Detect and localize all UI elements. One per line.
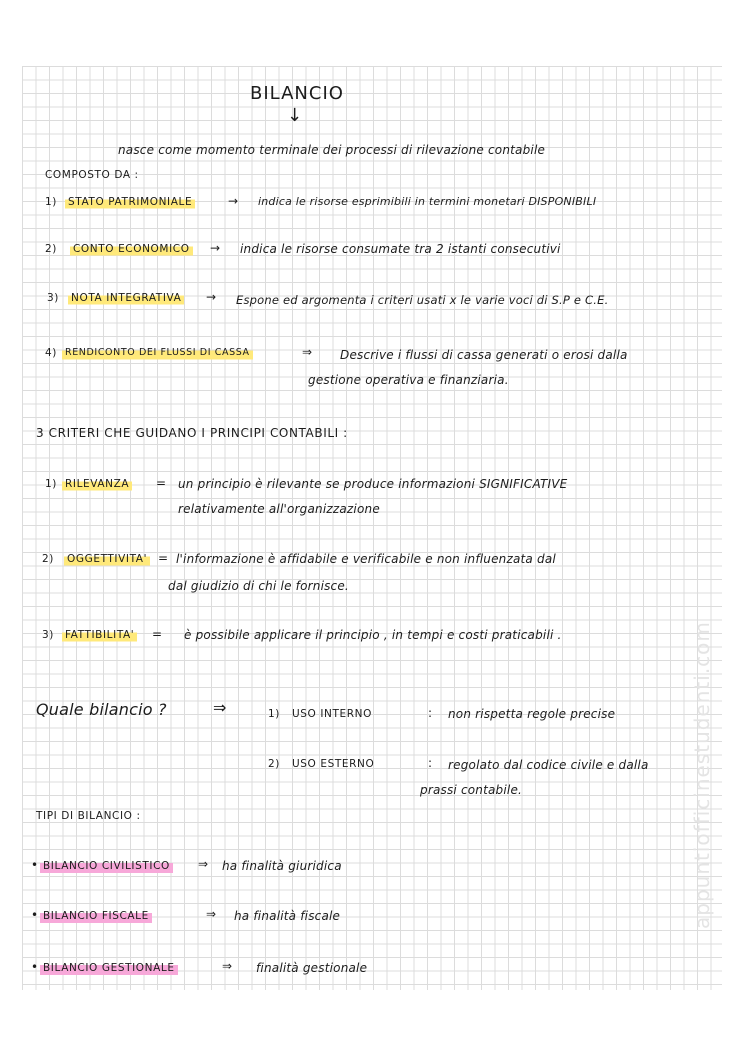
arrow-icon: → bbox=[228, 194, 239, 208]
criterion-desc: è possibile applicare il principio , in tempi e costi praticabili . bbox=[184, 628, 562, 642]
title-arrow: ↓ bbox=[287, 105, 303, 126]
use-num: 1) bbox=[268, 708, 280, 720]
bullet-icon: • bbox=[31, 960, 39, 974]
criterion-name: FATTIBILITA' bbox=[62, 627, 137, 643]
type-desc: ha finalità giuridica bbox=[222, 859, 342, 873]
criterion-desc: un principio è rilevante se produce informazioni SIGNIFICATIVE bbox=[178, 477, 568, 491]
use-desc: non rispetta regole precise bbox=[448, 707, 616, 721]
bullet-icon: • bbox=[31, 858, 39, 872]
criterion-name: OGGETTIVITA' bbox=[64, 551, 150, 567]
use-separator: : bbox=[428, 756, 433, 770]
double-arrow-icon: ⇒ bbox=[213, 698, 227, 717]
component-num: 3) bbox=[47, 292, 59, 304]
type-desc: ha finalità fiscale bbox=[234, 909, 341, 923]
component-desc: indica le risorse esprimibili in termini monetari DISPONIBILI bbox=[258, 195, 597, 208]
component-name: STATO PATRIMONIALE bbox=[65, 194, 195, 210]
criterion-desc: l'informazione è affidabile e verificabile e non influenzata dal bbox=[176, 552, 556, 566]
use-separator: : bbox=[428, 706, 433, 720]
which-question: Quale bilancio ? bbox=[36, 700, 167, 719]
use-desc: regolato dal codice civile e dalla bbox=[448, 758, 649, 772]
criterion-desc-cont: relativamente all'organizzazione bbox=[178, 502, 380, 516]
arrow-icon: → bbox=[210, 241, 221, 255]
double-arrow-icon: ⇒ bbox=[222, 959, 233, 973]
criterion-name: RILEVANZA bbox=[62, 476, 132, 492]
component-desc: indica le risorse consumate tra 2 istanti consecutivi bbox=[240, 242, 561, 256]
equals-sign: = bbox=[158, 551, 169, 565]
bullet-icon: • bbox=[31, 908, 39, 922]
double-arrow-icon: ⇒ bbox=[206, 907, 217, 921]
use-name: USO ESTERNO bbox=[292, 758, 375, 770]
use-name: USO INTERNO bbox=[292, 708, 372, 720]
watermark: appuntiofficinestudenti.com bbox=[690, 621, 714, 929]
component-desc: Descrive i flussi di cassa generati o erosi dalla bbox=[340, 348, 628, 362]
types-title: TIPI DI BILANCIO : bbox=[36, 810, 141, 822]
double-arrow-icon: ⇒ bbox=[198, 857, 209, 871]
page-title: BILANCIO bbox=[250, 83, 344, 104]
arrow-icon: → bbox=[206, 290, 217, 304]
criterion-num: 3) bbox=[42, 629, 54, 641]
criteria-title: 3 CRITERI CHE GUIDANO I PRINCIPI CONTABILI : bbox=[36, 426, 348, 440]
component-desc: Espone ed argomenta i criteri usati x le varie voci di S.P e C.E. bbox=[236, 293, 609, 307]
component-num: 2) bbox=[45, 243, 57, 255]
criterion-num: 1) bbox=[45, 478, 57, 490]
type-name: BILANCIO GESTIONALE bbox=[40, 960, 178, 976]
use-desc-cont: prassi contabile. bbox=[420, 783, 523, 797]
use-num: 2) bbox=[268, 758, 280, 770]
type-desc: finalità gestionale bbox=[256, 961, 368, 975]
equals-sign: = bbox=[156, 476, 167, 490]
component-desc-cont: gestione operativa e finanziaria. bbox=[308, 373, 509, 387]
component-name: RENDICONTO DEI FLUSSI DI CASSA bbox=[62, 345, 253, 361]
criterion-desc-cont: dal giudizio di chi le fornisce. bbox=[168, 579, 349, 593]
intro-text: nasce come momento terminale dei processi di rilevazione contabile bbox=[118, 143, 546, 157]
component-name: CONTO ECONOMICO bbox=[70, 241, 193, 257]
component-name: NOTA INTEGRATIVA bbox=[68, 290, 184, 306]
criterion-num: 2) bbox=[42, 553, 54, 565]
composed-label: COMPOSTO DA : bbox=[45, 169, 139, 181]
component-num: 1) bbox=[45, 196, 57, 208]
component-num: 4) bbox=[45, 347, 57, 359]
type-name: BILANCIO CIVILISTICO bbox=[40, 858, 173, 874]
equals-sign: = bbox=[152, 627, 163, 641]
arrow-icon: ⇒ bbox=[302, 345, 313, 359]
type-name: BILANCIO FISCALE bbox=[40, 908, 152, 924]
